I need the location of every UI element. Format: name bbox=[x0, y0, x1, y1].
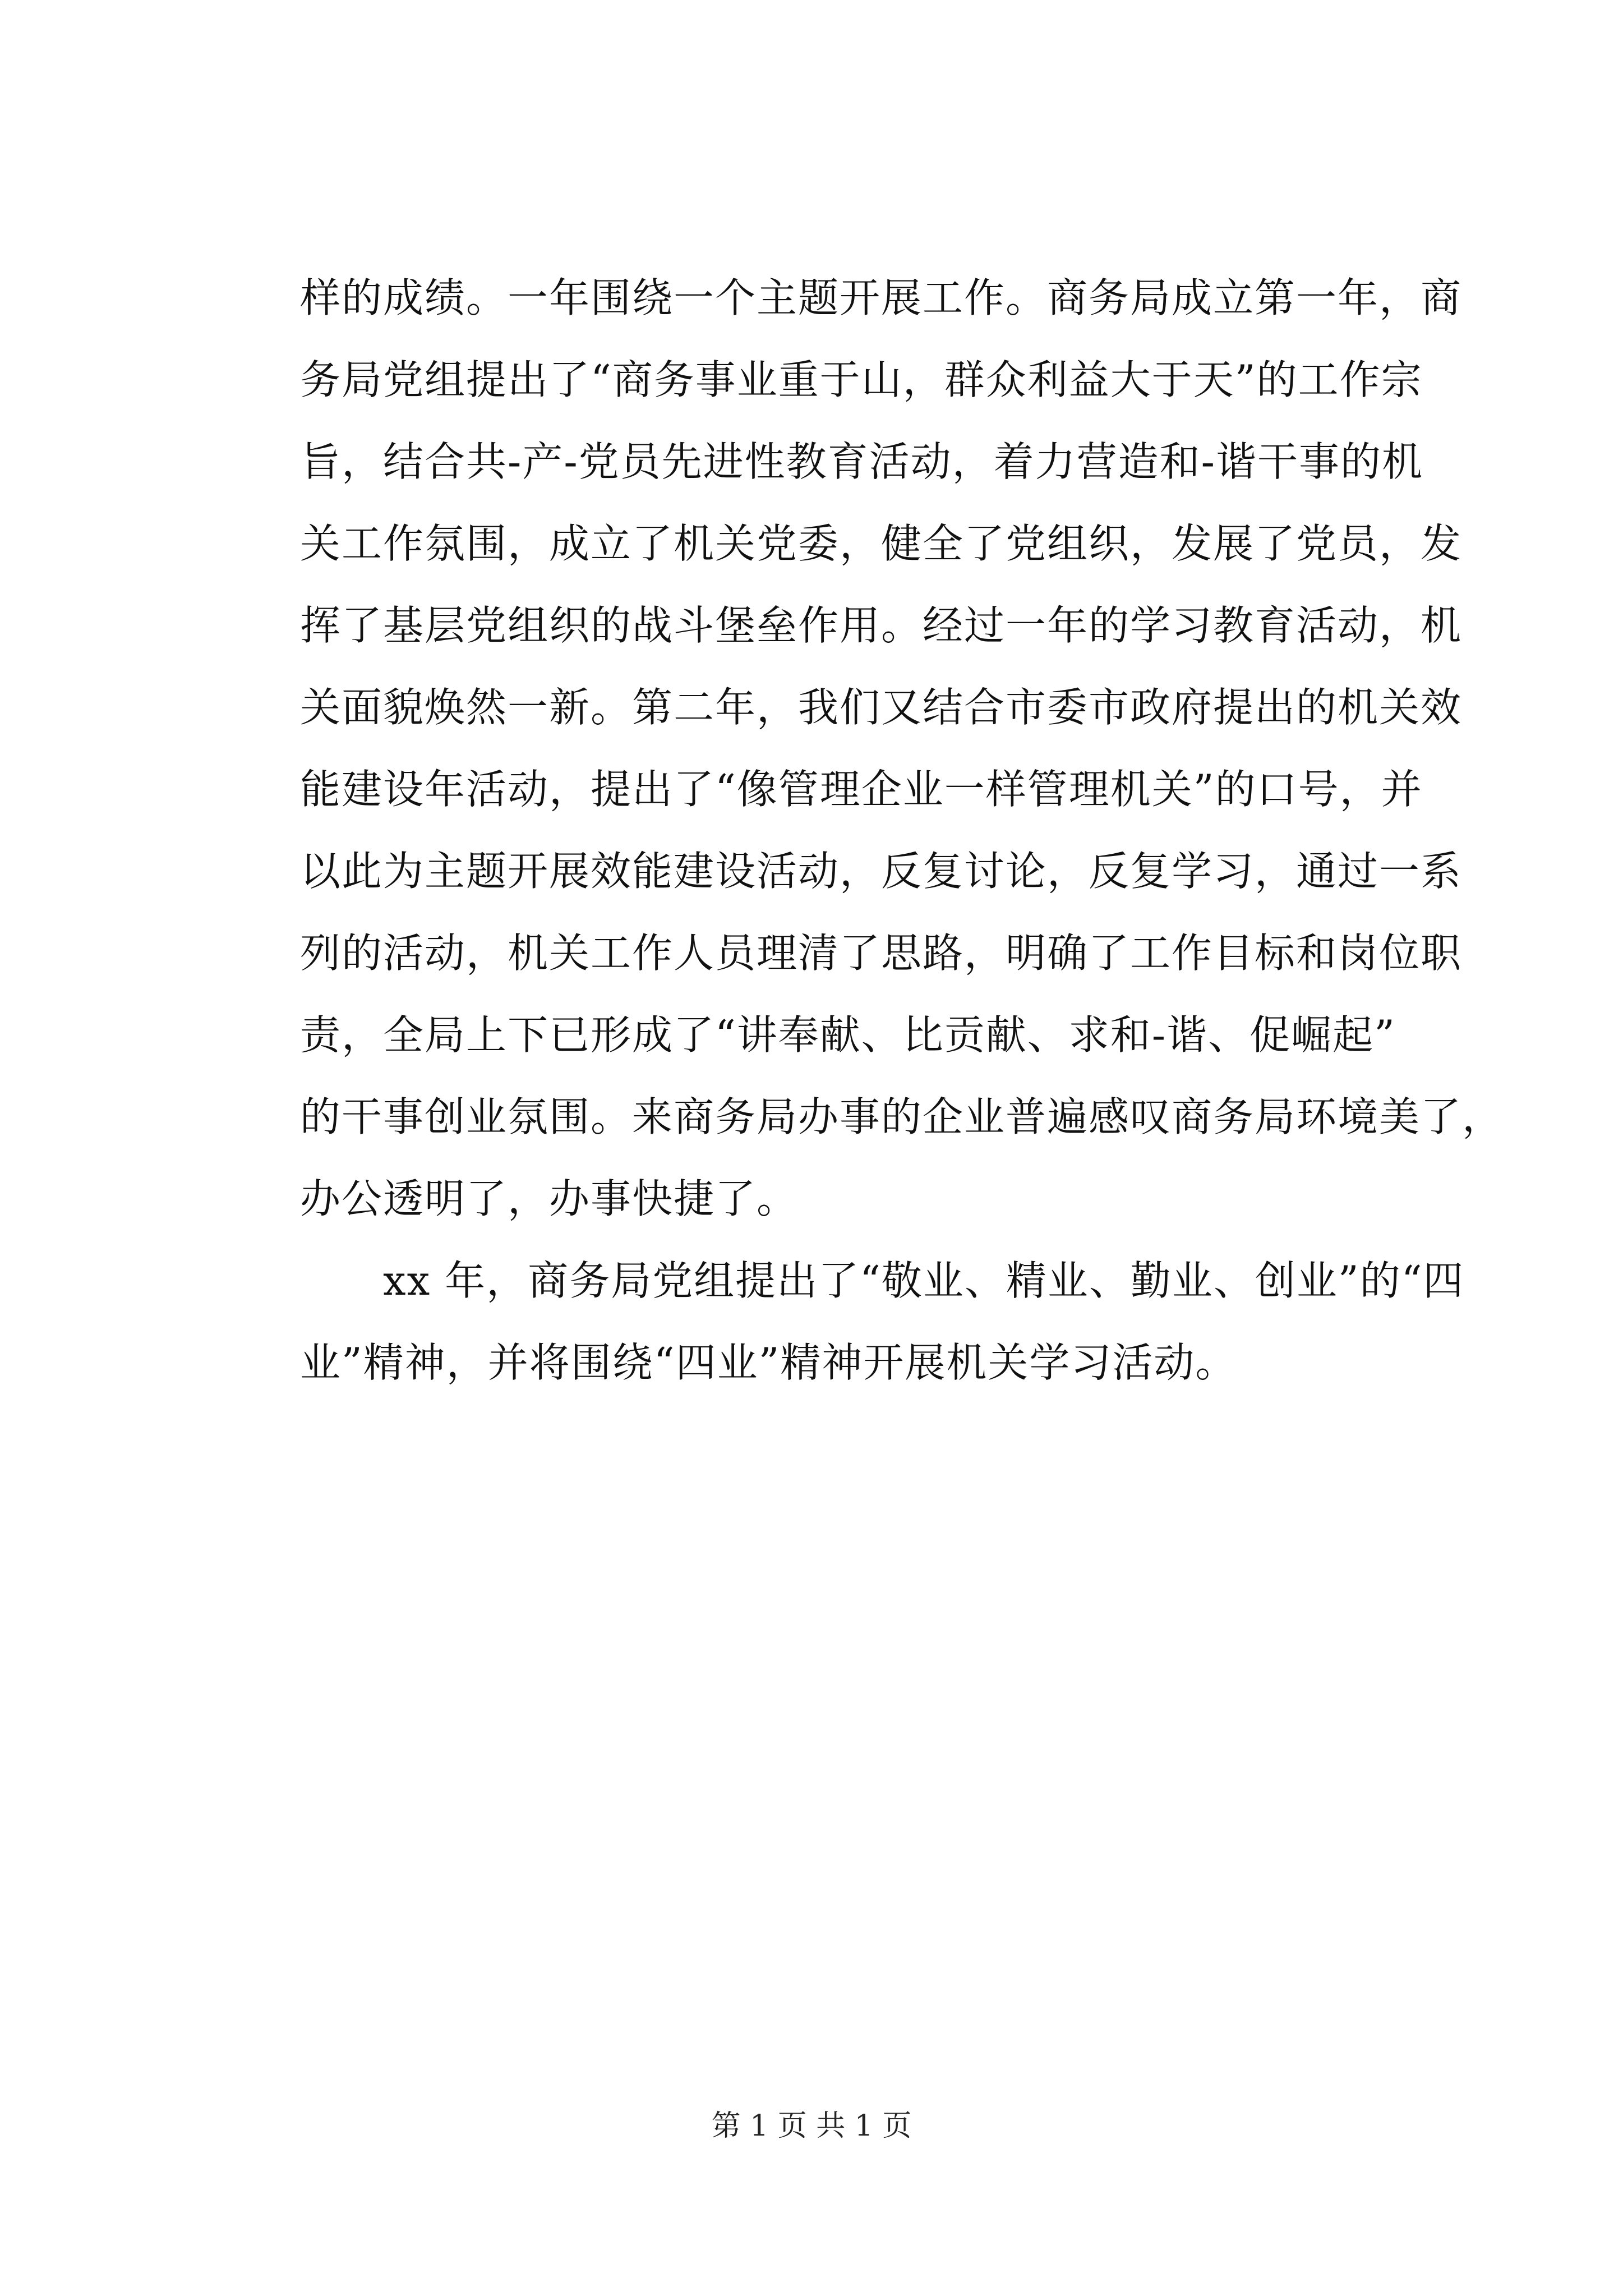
text-line: 务局党组提出了“商务事业重于山，群众利益大于天”的工作宗 bbox=[300, 356, 1423, 403]
text-line: 业”精神，并将围绕“四业”精神开展机关学习活动。 bbox=[300, 1339, 1237, 1386]
text-line: 的干事创业氛围。来商务局办事的企业普遍感叹商务局环境美了， bbox=[300, 1093, 1504, 1140]
body-text bbox=[300, 257, 1504, 1404]
text-line: 关面貌焕然一新。第二年，我们又结合市委市政府提出的机关效 bbox=[300, 684, 1463, 731]
text-line: 关工作氛围，成立了机关党委，健全了党组织，发展了党员，发 bbox=[300, 520, 1463, 567]
page-footer: 第 1 页 共 1 页 bbox=[711, 2109, 912, 2143]
text-line: 能建设年活动，提出了“像管理企业一样管理机关”的口号，并 bbox=[300, 766, 1423, 813]
text-line: 挥了基层党组织的战斗堡垒作用。经过一年的学习教育活动，机 bbox=[300, 602, 1463, 649]
text-line: 办公透明了，办事快捷了。 bbox=[300, 1175, 799, 1222]
text-line: 样的成绩。一年围绕一个主题开展工作。商务局成立第一年，商 bbox=[300, 274, 1463, 321]
text-line: 列的活动，机关工作人员理清了思路，明确了工作目标和岗位职 bbox=[300, 930, 1463, 977]
text-line: 旨，结合共-产-党员先进性教育活动，着力营造和-谐干事的机 bbox=[300, 438, 1423, 485]
text-line: xx 年，商务局党组提出了“敬业、精业、勤业、创业”的“四 bbox=[300, 1257, 1465, 1304]
text-line: 责，全局上下已形成了“讲奉献、比贡献、求和-谐、促崛起” bbox=[300, 1011, 1396, 1059]
text-line: 以此为主题开展效能建设活动，反复讨论，反复学习，通过一系 bbox=[300, 848, 1463, 895]
